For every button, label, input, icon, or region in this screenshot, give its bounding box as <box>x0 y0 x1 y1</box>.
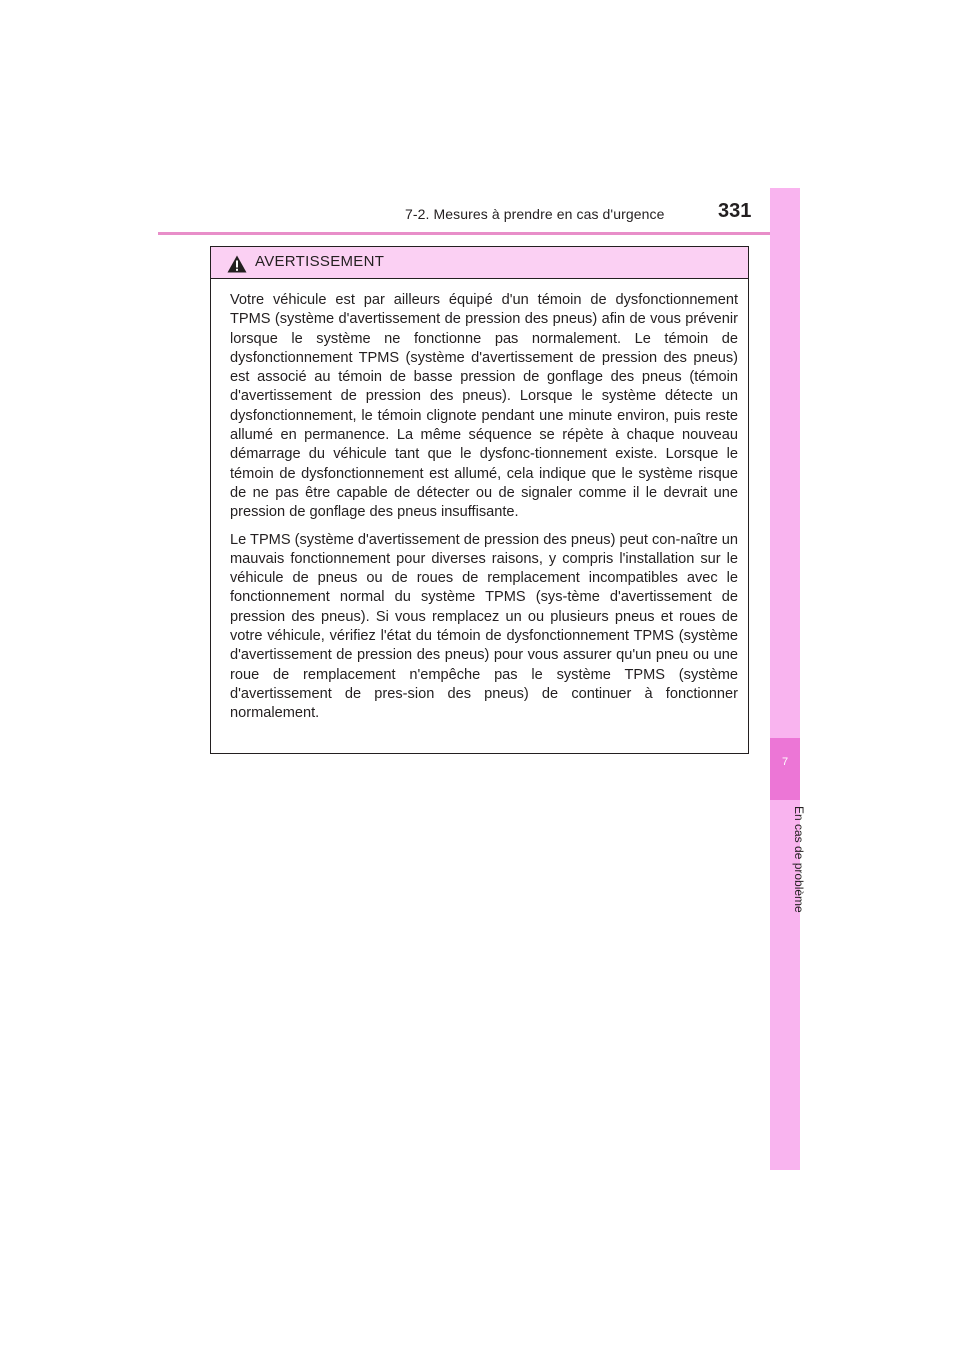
chapter-side-tab <box>770 188 800 1170</box>
warning-paragraph: Le TPMS (système d'avertissement de pression des pneus) peut con-naître un mauvais fonctionnement pour diverses raisons, y compris l'installation sur le véhicule de pneus ou de roues de remplacement incompatibles avec le fonctionnement normal du système TPMS (sys-tème d'avertissement de pression des pneus). Si vous remplacez un ou plusieurs pneus et roues de votre véhicule, vérifiez l'état du témoin de dysfonctionnement TPMS (système d'avertissement de pression des pneus) pour vous assurer qu'un pneu ou une roue de remplacement n'empêche pas le système TPMS (système d'avertissement de pres-sion des pneus) de continuer à fonctionner normalement. <box>230 531 738 722</box>
warning-paragraph: Votre véhicule est par ailleurs équipé d'un témoin de dysfonctionnement TPMS (système d'avertissement de pression des pneus) afin de vous prévenir lorsque le système ne fonctionne pas normalement. Le témoin de dysfonctionnement TPMS (système d'avertissement de pression des pneus) est associé au témoin de basse pression de gonflage des pneus (témoin d'avertissement de pression des pneus). Lorsque le système détecte un dysfonctionnement, le témoin clignote pendant une minute environ, puis reste allumé en permanence. La même séquence se répète à chaque nouveau démarrage du véhicule tant que le dysfonc-tionnement existe. Lorsque le témoin de dysfonctionnement est allumé, cela indique que le système risque de ne pas être capable de détecter ou de signaler comme il le devrait une pression de gonflage des pneus insuffisante. <box>230 292 738 521</box>
warning-header <box>211 247 748 279</box>
warning-body <box>211 279 748 724</box>
chapter-number: 7 <box>781 756 789 768</box>
warning-triangle-icon <box>227 255 247 273</box>
header-rule <box>158 232 800 235</box>
chapter-label: En cas de problème <box>792 806 806 913</box>
warning-box <box>210 246 749 754</box>
warning-title: AVERTISSEMENT <box>255 253 385 270</box>
chapter-number-box <box>770 738 800 800</box>
page-number: 331 <box>718 200 752 222</box>
section-title: 7-2. Mesures à prendre en cas d'urgence <box>405 206 665 222</box>
